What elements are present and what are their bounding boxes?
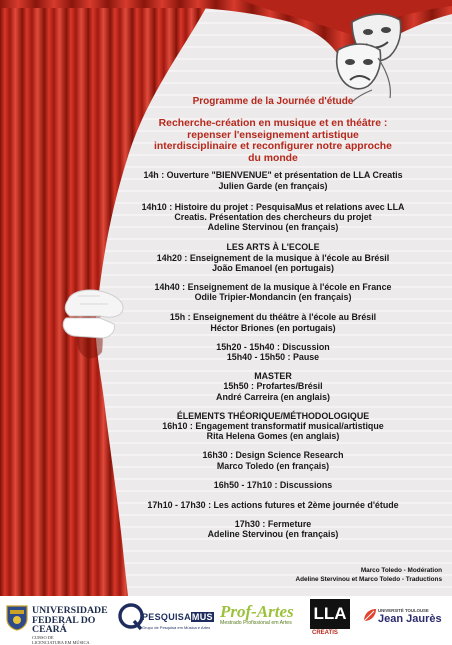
profartes-logo (220, 596, 304, 640)
program-item (96, 242, 450, 273)
profartes-sub: Mestrado Profissional em Artes (220, 620, 292, 626)
program-line: 15h50 : Profartes/Brésil (223, 381, 323, 392)
program-line: Julien Garde (en français) (218, 180, 328, 191)
subtitle-line: Recherche-création en musique et en théâtre : (158, 118, 388, 129)
program-line: André Carreira (en anglais) (216, 391, 330, 402)
program-line: Adeline Stervinou (en français) (207, 222, 339, 233)
program-item (96, 170, 450, 190)
section-heading: MASTER (254, 371, 292, 382)
pesquisamus-word-b: MUS (191, 612, 213, 622)
credit-moderation: Marco Toledo - Modération (360, 567, 442, 574)
ufc-logo (4, 596, 110, 645)
program-line: 14h20 : Enseignement de la musique à l'école au Brésil (156, 252, 390, 263)
program-line: 17h30 : Fermeture (234, 519, 312, 530)
ut2j-leaf-icon (362, 607, 378, 623)
program-item (96, 411, 450, 442)
programme-text (96, 96, 450, 540)
subtitle-line: repenser l'enseignement artistique (187, 129, 359, 141)
ufc-name-2: FEDERAL DO CEARÁ (32, 614, 96, 635)
ufc-crest-icon (6, 605, 28, 631)
ufc-course-1: CURSO DE (32, 634, 54, 640)
logo-strip (0, 596, 452, 645)
program-item (96, 202, 450, 233)
pesquisamus-logo (116, 596, 212, 640)
program-line: Adeline Stervinou (en français) (207, 529, 339, 540)
program-line: 16h10 : Engagement transformatif musical/artistique (162, 421, 384, 432)
program-item (96, 282, 450, 302)
program-line: 16h50 - 17h10 : Discussions (213, 479, 333, 490)
credit-translation: Adeline Stervinou et Marco Toledo - Traductions (295, 576, 442, 583)
theatre-masks-icon (332, 12, 416, 104)
program-line: Odile Tripier-Mondancin (en français) (194, 292, 352, 303)
subtitle-line: du monde (248, 152, 298, 164)
program-line: 14h40 : Enseignement de la musique à l'école en France (154, 282, 392, 292)
credits (295, 566, 442, 584)
program-line: 16h30 : Design Science Research (202, 450, 344, 461)
ut2j-logo (360, 596, 448, 640)
program-item (96, 450, 450, 470)
program-line: Rita Helena Gomes (en anglais) (206, 431, 340, 442)
ufc-name-1: UNIVERSIDADE (32, 605, 108, 616)
program-item (96, 312, 450, 332)
program-line: 14h10 : Histoire du projet : PesquisaMus et relations avec LLA (141, 201, 405, 212)
pesquisamus-sub: Grupo de Pesquisa em Música e Artes (142, 625, 211, 630)
program-line: 17h10 - 17h30 : Les actions futures et 2ème journée d'étude (147, 500, 399, 511)
program-line: Marco Toledo (en français) (216, 460, 330, 471)
program-item (96, 342, 450, 362)
section-heading: LES ARTS À L'ECOLE (226, 242, 320, 253)
program-item (96, 500, 450, 510)
program-line: 15h20 - 15h40 : Discussion (216, 341, 330, 352)
ut2j-small: UNIVERSITÉ TOULOUSE (378, 608, 429, 613)
program-line: Héctor Briones (en portugais) (210, 322, 336, 333)
programme-list (96, 170, 450, 539)
subtitle-line: interdisciplinaire et reconfigurer notre approche (154, 141, 392, 153)
subtitle (96, 118, 450, 164)
lla-mark: LLA (310, 599, 350, 629)
program-line: Creatis. Présentation des chercheurs du projet (174, 211, 372, 222)
program-line: 15h : Enseignement du théâtre à l'école au Brésil (169, 312, 377, 323)
program-line: João Emanoel (en portugais) (212, 262, 334, 273)
program-item (96, 371, 450, 402)
section-heading: ÉLEMENTS THÉORIQUE/MÉTHODOLOGIQUE (176, 410, 370, 421)
program-item (96, 480, 450, 490)
program-line: 14h : Ouverture "BIENVENUE" et présentation de LLA Creatis (143, 170, 403, 181)
ut2j-big: Jean Jaurès (378, 613, 442, 625)
ufc-course-2: LICENCIATURA EM MÚSICA (32, 639, 90, 645)
program-line: 15h40 - 15h50 : Pause (226, 352, 320, 363)
lla-word: CREATIS (312, 630, 338, 636)
lla-creatis-logo (308, 596, 352, 640)
profartes-title: Prof-Artes (220, 602, 294, 621)
pesquisamus-word-a: PESQUISA (142, 612, 191, 622)
program-item (96, 519, 450, 539)
pesquisamus-q-icon (118, 603, 144, 631)
page-title: Programme de la Journée d'étude (192, 96, 354, 107)
